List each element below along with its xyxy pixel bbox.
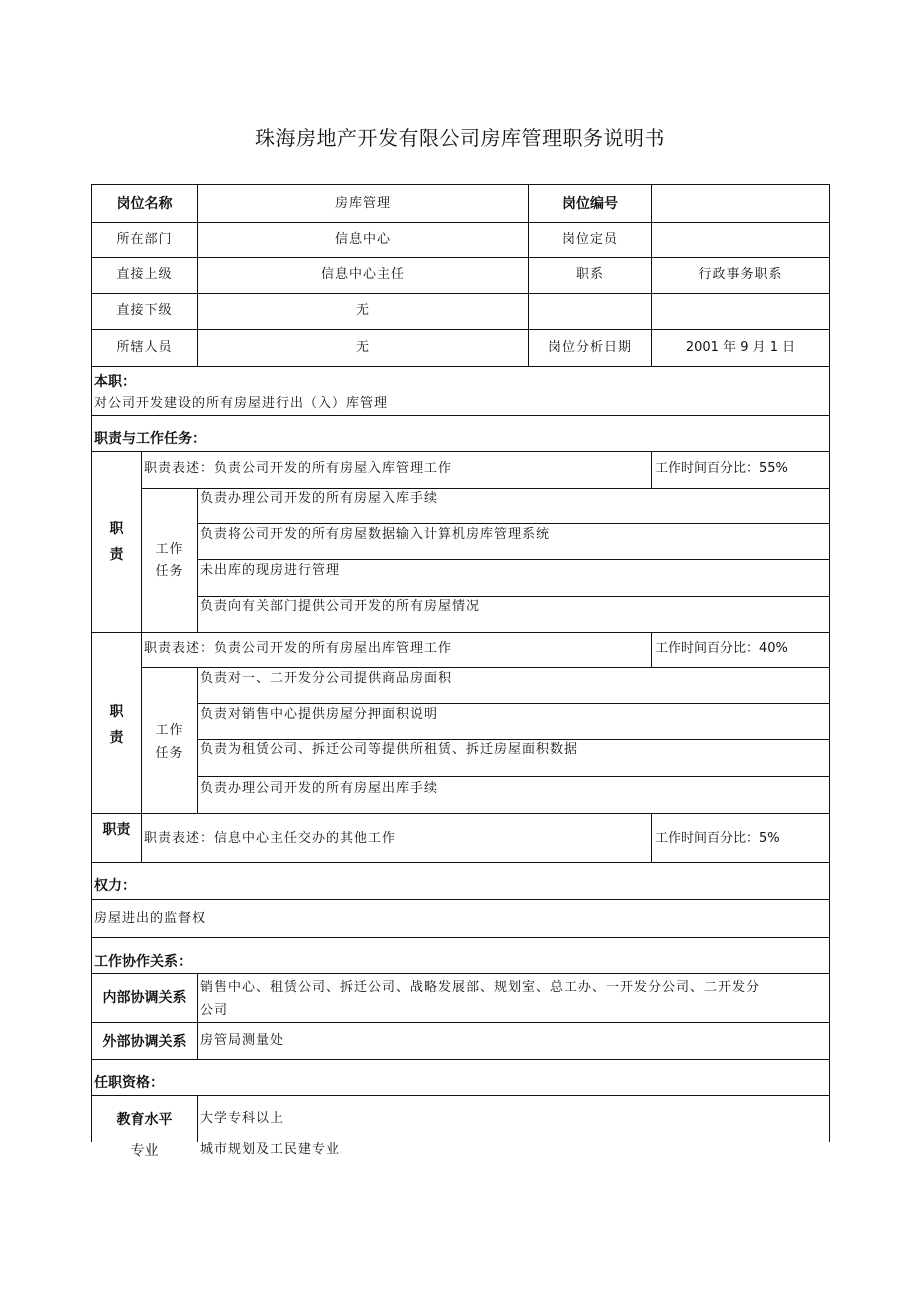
- position-name-label: 岗位名称: [116, 196, 173, 212]
- resp1-task-2: 负责将公司开发的所有房屋数据输入计算机房库管理系统: [200, 527, 551, 542]
- external-coordination-text: 房管局测量处: [200, 1033, 285, 1048]
- resp3-time-percent: 工作时间百分比：5%: [655, 831, 780, 846]
- superior-label: 直接上级: [116, 267, 173, 282]
- resp2-task-2: 负责对销售中心提供房屋分押面积说明: [200, 707, 439, 722]
- resp2-task-label-1: 工作: [155, 723, 184, 738]
- resp1-description: 职责表述：负责公司开发的所有房屋入库管理工作: [144, 461, 453, 476]
- resp1-side-label-2: 责: [109, 547, 124, 563]
- education-label: 教育水平: [116, 1112, 173, 1128]
- resp1-task-label-1: 工作: [155, 542, 184, 557]
- resp1-time-percent: 工作时间百分比：55%: [655, 461, 788, 476]
- resp2-side-label-2: 责: [109, 730, 124, 746]
- subordinate-label: 直接下级: [116, 303, 173, 318]
- qualification-heading: 任职资格：: [94, 1075, 164, 1091]
- responsibilities-heading: 职责与工作任务：: [94, 431, 206, 447]
- duty-text: 对公司开发建设的所有房屋进行出（入）库管理: [94, 396, 389, 411]
- power-heading: 权力：: [94, 878, 136, 894]
- document-title: 珠海房地产开发有限公司房库管理职务说明书: [255, 126, 665, 150]
- analysis-date-label: 岗位分析日期: [547, 340, 632, 355]
- headcount-label: 岗位定员: [561, 232, 618, 247]
- position-name-value: 房库管理: [334, 196, 391, 211]
- resp2-time-percent: 工作时间百分比：40%: [655, 641, 788, 656]
- collaboration-heading: 工作协作关系：: [94, 954, 192, 970]
- external-coordination-label: 外部协调关系: [102, 1034, 187, 1050]
- major-text: 城市规划及工民建专业: [200, 1142, 341, 1157]
- resp1-task-3: 未出库的现房进行管理: [200, 563, 341, 578]
- resp2-task-1: 负责对一、二开发分公司提供商品房面积: [200, 671, 453, 686]
- duty-heading: 本职：: [94, 374, 136, 390]
- resp2-task-3: 负责为租赁公司、拆迁公司等提供所租赁、拆迁房屋面积数据: [200, 742, 579, 757]
- department-value: 信息中心: [334, 232, 391, 247]
- internal-coordination-line-1: 销售中心、租赁公司、拆迁公司、战略发展部、规划室、总工办、一开发分公司、二开发分: [200, 980, 761, 995]
- major-label: 专业: [130, 1143, 159, 1159]
- power-text: 房屋进出的监督权: [94, 911, 207, 926]
- analysis-date-value: 2001 年 9 月 1 日: [685, 340, 796, 355]
- resp1-side-label-1: 职: [109, 521, 124, 537]
- internal-coordination-line-2: 公司: [200, 1003, 229, 1018]
- department-label: 所在部门: [116, 232, 173, 247]
- resp2-task-label-2: 任务: [155, 746, 184, 761]
- position-code-label: 岗位编号: [562, 196, 618, 212]
- superior-value: 信息中心主任: [320, 267, 405, 282]
- managed-staff-value: 无: [355, 340, 370, 355]
- resp2-task-4: 负责办理公司开发的所有房屋出库手续: [200, 781, 439, 796]
- subordinate-value: 无: [355, 303, 370, 318]
- resp1-task-4: 负责向有关部门提供公司开发的所有房屋情况: [200, 599, 481, 614]
- internal-coordination-label: 内部协调关系: [102, 990, 187, 1006]
- education-text: 大学专科以上: [200, 1111, 285, 1126]
- job-series-label: 职系: [575, 267, 604, 282]
- resp3-side-label: 职责: [102, 822, 131, 838]
- managed-staff-label: 所辖人员: [116, 340, 173, 355]
- job-series-value: 行政事务职系: [698, 267, 783, 282]
- resp2-side-label-1: 职: [109, 704, 124, 720]
- resp2-description: 职责表述：负责公司开发的所有房屋出库管理工作: [144, 641, 453, 656]
- resp1-task-1: 负责办理公司开发的所有房屋入库手续: [200, 491, 439, 506]
- resp3-description: 职责表述：信息中心主任交办的其他工作: [144, 831, 397, 846]
- resp1-task-label-2: 任务: [155, 564, 184, 579]
